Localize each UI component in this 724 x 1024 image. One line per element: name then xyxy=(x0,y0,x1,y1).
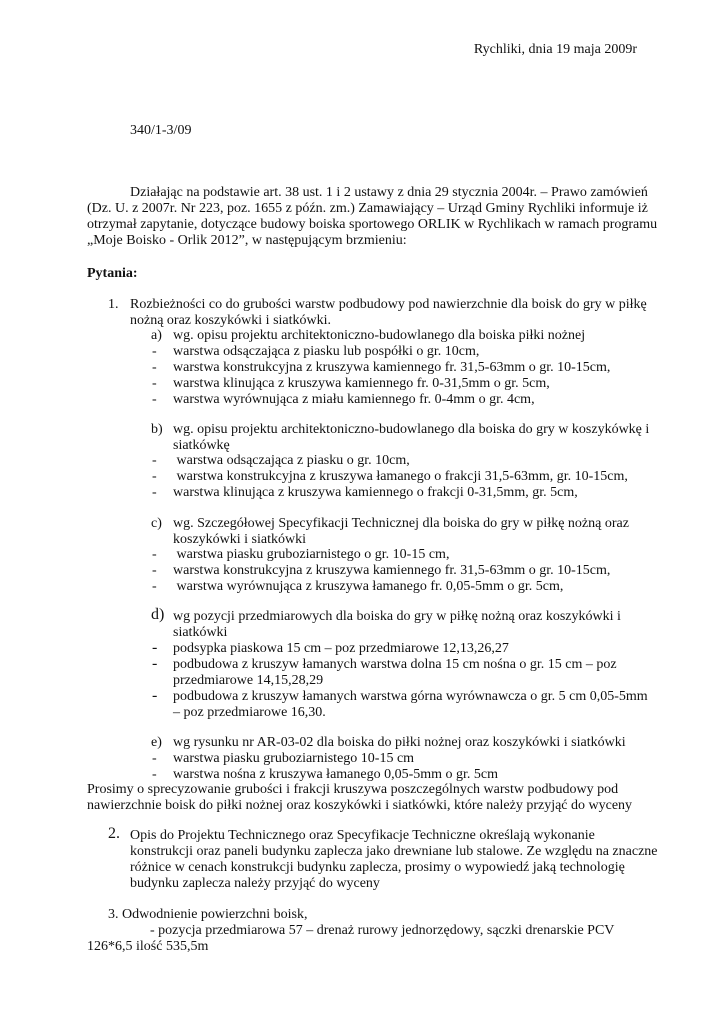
dash: - xyxy=(152,639,158,656)
dash: - xyxy=(152,469,157,484)
dash: - xyxy=(152,655,158,672)
q3-line-2: 126*6,5 ilość 535,5m xyxy=(87,939,209,954)
dash: - xyxy=(152,767,157,782)
q1-e-marker: e) xyxy=(151,735,162,750)
dash: - xyxy=(152,579,157,594)
q1-b-title-1: wg. opisu projektu architektoniczno-budowlanego dla boiska do gry w koszykówkę i xyxy=(173,422,650,437)
q3-title: 3. Odwodnienie powierzchni boisk, xyxy=(108,907,308,922)
dash: - xyxy=(152,547,157,562)
q1-d-item-1: podsypka piaskowa 15 cm – poz przedmiarowe 12,13,26,27 xyxy=(173,641,509,656)
q1-d-item-3b: – poz przedmiarowe 16,30. xyxy=(173,705,326,720)
dash: - xyxy=(152,563,157,578)
questions-heading: Pytania: xyxy=(87,266,138,281)
q1-b-marker: b) xyxy=(151,422,163,437)
q1-c-item: warstwa wyrównująca z kruszywa łamanego fr. 0,05-5mm o gr. 5cm, xyxy=(173,579,564,594)
intro-line-1: Działając na podstawie art. 38 ust. 1 i 2 ustawy z dnia 29 stycznia 2004r. – Prawo zamówień xyxy=(130,185,648,200)
dash: - xyxy=(152,453,157,468)
q1-request-line-2: nawierzchnie boisk do piłki nożnej oraz koszykówki i siatkówki, które należy przyjąć do wyceny xyxy=(87,798,633,813)
q1-c-title-1: wg. Szczegółowej Specyfikacji Technicznej dla boiska do gry w piłkę nożną oraz xyxy=(173,516,629,531)
q3-line-1: - pozycja przedmiarowa 57 – drenaż rurowy jednorzędowy, sączki drenarskie PCV xyxy=(150,923,615,938)
dash: - xyxy=(152,392,157,407)
q2-line-3: różnice w cenach konstrukcji budynku zaplecza, prosimy o wypowiedź jaką technologię xyxy=(130,860,625,875)
intro-line-4: „Moje Boisko - Orlik 2012”, w następującym brzmieniu: xyxy=(87,233,407,248)
q2-line-2: konstrukcji oraz paneli budynku zaplecza jako drewniane lub stalowe. Ze względu na znaczne xyxy=(130,844,658,859)
q1-d-item-3a: podbudowa z kruszyw łamanych warstwa górna wyrównawcza o gr. 5 cm 0,05-5mm xyxy=(173,689,648,704)
q1-d-item-2b: przedmiarowe 14,15,28,29 xyxy=(173,673,324,688)
q1-c-marker: c) xyxy=(151,516,162,531)
q1-a-title: wg. opisu projektu architektoniczno-budowlanego dla boiska piłki nożnej xyxy=(173,328,586,343)
q1-d-title-1: wg pozycji przedmiarowych dla boiska do gry w piłkę nożną oraz koszykówki i xyxy=(173,609,621,624)
q2-number: 2. xyxy=(108,825,120,842)
reference-number: 340/1-3/09 xyxy=(130,123,192,138)
q1-a-item: warstwa odsączająca z piasku lub pospółki o gr. 10cm, xyxy=(173,344,480,359)
q1-a-item: warstwa wyrównująca z miału kamiennego fr. 0-4mm o gr. 4cm, xyxy=(173,392,535,407)
q1-d-title-2: siatkówki xyxy=(173,625,228,640)
q1-b-item: warstwa odsączająca z piasku o gr. 10cm, xyxy=(173,453,410,468)
place-date: Rychliki, dnia 19 maja 2009r xyxy=(473,42,637,57)
q1-line-1: Rozbieżności co do grubości warstw podbudowy pod nawierzchnie dla boisk do gry w piłkę xyxy=(130,297,647,312)
q1-c-item: warstwa konstrukcyjna z kruszywa kamiennego fr. 31,5-63mm o gr. 10-15cm, xyxy=(173,563,611,578)
dash: - xyxy=(152,376,157,391)
q1-number: 1. xyxy=(108,297,119,312)
q1-e-item: warstwa nośna z kruszywa łamanego 0,05-5mm o gr. 5cm xyxy=(173,767,499,782)
q1-e-item: warstwa piasku gruboziarnistego 10-15 cm xyxy=(173,751,415,766)
q1-line-2: nożną oraz koszykówki i siatkówki. xyxy=(130,313,332,328)
q1-d-item-2a: podbudowa z kruszyw łamanych warstwa dolna 15 cm nośna o gr. 15 cm – poz xyxy=(173,657,617,672)
q1-request-line-1: Prosimy o sprecyzowanie grubości i frakcji kruszywa poszczególnych warstw podbudowy pod xyxy=(87,782,619,797)
intro-line-3: otrzymał zapytanie, dotyczące budowy boiska sportowego ORLIK w Rychlikach w ramach programu xyxy=(87,217,658,232)
q1-c-title-2: koszykówki i siatkówki xyxy=(173,532,306,547)
dash: - xyxy=(152,751,157,766)
q1-b-item: warstwa klinująca z kruszywa kamiennego o frakcji 0-31,5mm, gr. 5cm, xyxy=(173,485,578,500)
q1-d-marker: d) xyxy=(151,606,165,623)
q1-a-item: warstwa klinująca z kruszywa kamiennego fr. 0-31,5mm o gr. 5cm, xyxy=(173,376,550,391)
q2-line-4: budynku zaplecza należy przyjąć do wyceny xyxy=(130,876,380,891)
q1-a-item: warstwa konstrukcyjna z kruszywa kamiennego fr. 31,5-63mm o gr. 10-15cm, xyxy=(173,360,611,375)
q1-c-item: warstwa piasku gruboziarnistego o gr. 10-15 cm, xyxy=(173,547,450,562)
q2-line-1: Opis do Projektu Technicznego oraz Specyfikacje Techniczne określają wykonanie xyxy=(130,828,595,843)
q1-b-item: warstwa konstrukcyjna z kruszywa łamanego o frakcji 31,5-63mm, gr. 10-15cm, xyxy=(173,469,628,484)
q1-b-title-2: siatkówkę xyxy=(173,438,230,453)
dash: - xyxy=(152,360,157,375)
dash: - xyxy=(152,344,157,359)
q1-a-marker: a) xyxy=(151,328,162,343)
intro-line-2: (Dz. U. z 2007r. Nr 223, poz. 1655 z późn. zm.) Zamawiający – Urząd Gminy Rychliki informuje iż xyxy=(87,201,648,216)
dash: - xyxy=(152,485,157,500)
dash: - xyxy=(152,687,158,704)
q1-e-title: wg rysunku nr AR-03-02 dla boiska do piłki nożnej oraz koszykówki i siatkówki xyxy=(173,735,626,750)
